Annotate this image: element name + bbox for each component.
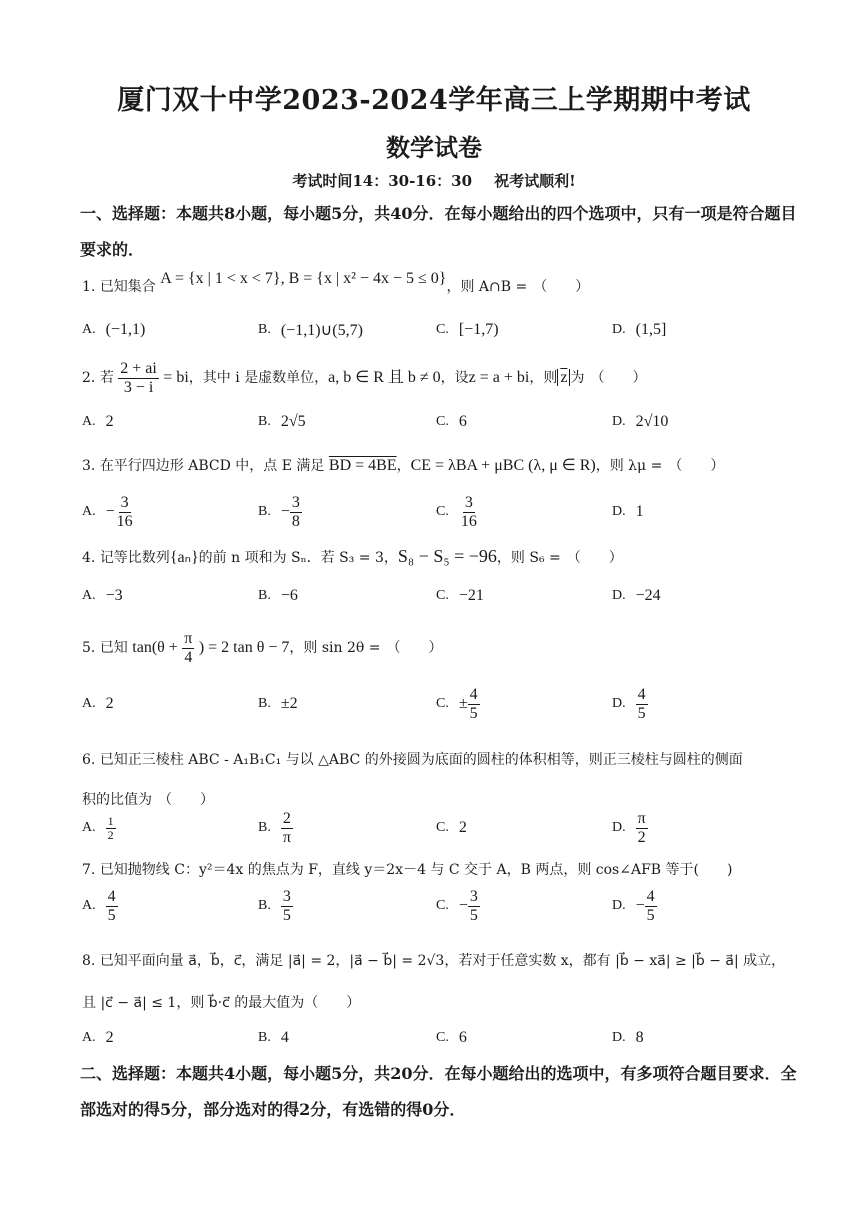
questions-2-text2: ，则 λμ = bbox=[595, 458, 663, 474]
option-b bbox=[258, 886, 293, 926]
questions-5-options-1-den: π bbox=[282, 828, 291, 846]
questions-0-options-0-value: (−1,1) bbox=[105, 321, 146, 338]
fraction bbox=[281, 810, 293, 847]
questions-3-options-3-value: −24 bbox=[635, 587, 661, 604]
questions-3-number: 4. bbox=[82, 550, 96, 566]
questions-3-options-2-value: −21 bbox=[458, 587, 484, 604]
fraction bbox=[115, 494, 135, 531]
questions-4-frac_num: π bbox=[184, 629, 193, 647]
questions-0-options-2-value: [−1,7) bbox=[458, 321, 499, 338]
questions-7-options-0-value: 2 bbox=[105, 1029, 114, 1046]
question-2 bbox=[82, 358, 802, 398]
questions-2-options-1-sign: − bbox=[280, 503, 290, 520]
questions-1-text1: ，其中 i 是虚数单位， bbox=[188, 370, 329, 386]
option-b bbox=[258, 684, 298, 724]
option-c bbox=[436, 684, 480, 724]
questions-1-math4: $\overline{z}$ bbox=[557, 369, 570, 386]
questions-6-options-1-den: 5 bbox=[282, 906, 291, 924]
questions-2-prefix: 在平行四边形 ABCD 中，点 E 满足 bbox=[99, 458, 325, 474]
fraction bbox=[106, 815, 116, 842]
questions-5-options-1-num: 2 bbox=[282, 809, 291, 827]
questions-7-options-3-value: 8 bbox=[635, 1029, 644, 1046]
section-1-instructions: 一、选择题：本题共8小题，每小题5分，共40分．在每小题给出的四个选项中，只有一项是符合题目要求的． bbox=[80, 204, 797, 259]
questions-3-text1: 的前 n 项和为 Sₙ．若 S₃ = 3， bbox=[198, 550, 398, 566]
option-d bbox=[612, 1018, 644, 1058]
questions-0-prefix: 已知集合 bbox=[99, 279, 156, 295]
option-a bbox=[82, 492, 135, 532]
questions-1-options-0-label: A. bbox=[82, 414, 96, 429]
option-b bbox=[258, 576, 298, 616]
questions-1-options-0-value: 2 bbox=[105, 413, 114, 430]
questions-3-prefix: 记等比数列 bbox=[99, 550, 170, 566]
questions-5-options-3-num: π bbox=[637, 809, 646, 827]
option-a bbox=[82, 402, 114, 442]
questions-2-options-3-value: 1 bbox=[635, 503, 644, 520]
questions-2-math: BD = 4BE bbox=[328, 457, 397, 474]
questions-2-options-0-den: 16 bbox=[116, 512, 133, 530]
questions-3-options-0-label: A. bbox=[82, 588, 96, 603]
questions-4-options-1-label: B. bbox=[258, 696, 271, 711]
questions-1-text3: ，则 bbox=[529, 370, 558, 386]
fraction bbox=[182, 630, 194, 667]
questions-0-suffix: ，则 A∩B = bbox=[446, 279, 528, 295]
question-1 bbox=[82, 270, 802, 297]
fraction bbox=[281, 888, 293, 925]
option-d bbox=[612, 576, 661, 616]
questions-4-prefix: 已知 bbox=[99, 640, 128, 656]
questions-2-options-1-label: B. bbox=[258, 504, 271, 519]
questions-6-options-1-label: B. bbox=[258, 898, 271, 913]
questions-1-options-2-value: 6 bbox=[458, 413, 467, 430]
questions-5-options-0-den: 2 bbox=[107, 827, 114, 842]
q1-math: A = {x | 1 < x < 7}, B = {x | x² − 4x − 5 ≤ 0} bbox=[160, 270, 447, 287]
questions-6-options-0-den: 5 bbox=[107, 906, 116, 924]
questions-1-frac_den: 3 − i bbox=[123, 378, 154, 396]
questions-6-options-1-num: 3 bbox=[282, 887, 291, 905]
question-4-options bbox=[82, 576, 802, 616]
fraction bbox=[468, 686, 480, 723]
questions-1-math3: z = a + bi bbox=[468, 369, 530, 386]
question-7 bbox=[82, 860, 802, 880]
questions-4-options-2-num: 4 bbox=[469, 685, 478, 703]
option-c bbox=[436, 492, 479, 532]
questions-4-options-0-value: 2 bbox=[105, 695, 114, 712]
question-3-options bbox=[82, 492, 802, 532]
option-b bbox=[258, 402, 306, 442]
questions-7-options-2-value: 6 bbox=[458, 1029, 467, 1046]
questions-7-options-2-label: C. bbox=[436, 1030, 449, 1045]
questions-5-options-2-value: 2 bbox=[458, 819, 467, 836]
questions-5-options-0-num: 1 bbox=[107, 813, 114, 828]
option-d bbox=[612, 492, 644, 532]
questions-7-options-3-label: D. bbox=[612, 1030, 626, 1045]
questions-1-text2: ，设 bbox=[440, 370, 469, 386]
questions-4-options-0-label: A. bbox=[82, 696, 96, 711]
questions-0-options-3-value: (1,5] bbox=[635, 321, 667, 338]
option-a bbox=[82, 310, 145, 350]
questions-3-text2: ，则 S₆ = bbox=[496, 550, 561, 566]
question-7-options bbox=[82, 886, 802, 926]
questions-7-options-0-label: A. bbox=[82, 1030, 96, 1045]
option-c bbox=[436, 808, 467, 848]
exam-wish: 祝考试顺利! bbox=[494, 172, 576, 190]
questions-6-options-0-num: 4 bbox=[107, 887, 116, 905]
questions-4-options-3-label: D. bbox=[612, 696, 626, 711]
questions-4-options-2-label: C. bbox=[436, 696, 449, 711]
questions-4-options-2-den: 5 bbox=[469, 704, 478, 722]
questions-2-blank: （ ） bbox=[668, 458, 725, 474]
q2-fraction bbox=[118, 360, 159, 397]
questions-0-options-0-label: A. bbox=[82, 322, 96, 337]
questions-1-math2: a, b ∈ R 且 b ≠ 0 bbox=[328, 369, 441, 386]
questions-5-options-1-label: B. bbox=[258, 820, 271, 835]
questions-3-options-1-label: B. bbox=[258, 588, 271, 603]
questions-3-options-0-value: −3 bbox=[105, 587, 123, 604]
questions-0-options-1-label: B. bbox=[258, 322, 271, 337]
questions-0-options-1-value: (−1,1)∪(5,7) bbox=[280, 322, 363, 339]
option-a bbox=[82, 576, 123, 616]
questions-4-math_pre: tan(θ + bbox=[132, 639, 178, 656]
option-d bbox=[612, 684, 648, 724]
questions-3-options-3-label: D. bbox=[612, 588, 626, 603]
questions-3-blank: （ ） bbox=[566, 550, 623, 566]
questions-6-options-0-label: A. bbox=[82, 898, 96, 913]
question-6-options bbox=[82, 808, 802, 848]
option-b bbox=[258, 492, 302, 532]
questions-7-line2: 且 |c⃗ − a⃗| ≤ 1，则 b⃗·c⃗ 的最大值为（ ） bbox=[82, 995, 361, 1011]
questions-5-line2: 积的比值为 bbox=[82, 792, 152, 808]
questions-6-number: 7. bbox=[82, 862, 96, 878]
questions-4-options-3-num: 4 bbox=[637, 685, 646, 703]
questions-5-line1: 已知正三棱柱 ABC - A₁B₁C₁ 与以 △ABC 的外接圆为底面的圆柱的体积相等，则正三棱柱与圆柱的侧面 bbox=[99, 752, 743, 768]
questions-6-options-3-label: D. bbox=[612, 898, 626, 913]
questions-0-number: 1. bbox=[82, 279, 96, 295]
questions-3-options-1-value: −6 bbox=[280, 587, 298, 604]
questions-6-options-3-num: 4 bbox=[646, 887, 655, 905]
questions-2-options-2-label: C. bbox=[436, 504, 449, 519]
questions-4-number: 5. bbox=[82, 640, 96, 656]
questions-4-text1: ，则 sin 2θ = bbox=[289, 640, 381, 656]
questions-7-number: 8. bbox=[82, 953, 96, 969]
option-a bbox=[82, 684, 114, 724]
question-5 bbox=[82, 628, 802, 668]
questions-5-options-2-label: C. bbox=[436, 820, 449, 835]
questions-2-number: 3. bbox=[82, 458, 96, 474]
questions-1-frac_num: 2 + ai bbox=[120, 359, 157, 377]
option-b bbox=[258, 1018, 289, 1058]
fraction bbox=[106, 888, 118, 925]
fraction bbox=[636, 686, 648, 723]
questions-1-options-3-value: 2√10 bbox=[635, 413, 669, 430]
questions-6-options-2-num: 3 bbox=[469, 887, 478, 905]
questions-2-options-2-num: 3 bbox=[464, 493, 473, 511]
questions-2-options-0-label: A. bbox=[82, 504, 96, 519]
questions-6-options-3-den: 5 bbox=[646, 906, 655, 924]
exam-time-line bbox=[0, 170, 868, 191]
questions-1-blank: （ ） bbox=[590, 370, 647, 386]
questions-2-options-1-den: 8 bbox=[291, 512, 300, 530]
option-a bbox=[82, 808, 116, 848]
questions-6-options-2-sign: − bbox=[458, 897, 468, 914]
questions-4-options-3-den: 5 bbox=[637, 704, 646, 722]
questions-4-blank: （ ） bbox=[386, 640, 443, 656]
questions-2-options-2-den: 16 bbox=[460, 512, 477, 530]
questions-7-options-1-label: B. bbox=[258, 1030, 271, 1045]
questions-0-blank: （ ） bbox=[533, 279, 590, 295]
questions-6-options-2-den: 5 bbox=[469, 906, 478, 924]
questions-1-math: = bi bbox=[163, 369, 189, 386]
questions-7-options-1-value: 4 bbox=[280, 1029, 289, 1046]
questions-6-options-3-sign: − bbox=[635, 897, 645, 914]
exam-time: 考试时间14：30-16：30 bbox=[292, 172, 473, 190]
questions-0-options-3-label: D. bbox=[612, 322, 626, 337]
questions-1-options-1-value: 2√5 bbox=[280, 413, 306, 430]
option-b bbox=[258, 808, 293, 848]
exam-subtitle: 数学试卷 bbox=[386, 133, 482, 162]
question-5-options bbox=[82, 684, 802, 724]
fraction bbox=[290, 494, 302, 531]
questions-2-options-0-sign: − bbox=[105, 503, 115, 520]
questions-2-options-3-label: D. bbox=[612, 504, 626, 519]
questions-5-options-0-label: A. bbox=[82, 820, 96, 835]
option-a bbox=[82, 1018, 114, 1058]
questions-7-line1: 已知平面向量 a⃗，b⃗，c⃗，满足 |a⃗| = 2，|a⃗ − b⃗| = 2√3，若对于任意实数 x，都有 |b⃗ − xa⃗| ≥ |b⃗ − a⃗| 成立， bbox=[99, 953, 786, 969]
questions-5-options-3-label: D. bbox=[612, 820, 626, 835]
questions-1-options-2-label: C. bbox=[436, 414, 449, 429]
option-c bbox=[436, 576, 484, 616]
question-4 bbox=[82, 546, 802, 568]
questions-2-math2: CE = λBA + μBC (λ, μ ∈ R) bbox=[410, 457, 596, 474]
questions-1-text4: 为 bbox=[570, 370, 585, 386]
questions-3-math2: S₈ − S₅ = −96 bbox=[397, 546, 497, 566]
question-1-options bbox=[82, 310, 802, 350]
questions-4-frac_den: 4 bbox=[184, 648, 193, 666]
fraction bbox=[636, 810, 648, 847]
questions-4-options-2-sign: ± bbox=[458, 695, 468, 712]
questions-1-options-1-label: B. bbox=[258, 414, 271, 429]
questions-3-math: {aₙ} bbox=[169, 549, 199, 566]
questions-4-options-1-value: ±2 bbox=[280, 695, 298, 712]
questions-2-text1: ， bbox=[396, 458, 411, 474]
option-c bbox=[436, 886, 480, 926]
section-2-instructions: 二、选择题：本题共4小题，每小题5分，共20分．在每小题给出的选项中，有多项符合题目要求．全部选对的得5分，部分选对的得2分，有选错的得0分． bbox=[80, 1064, 797, 1119]
questions-2-options-0-num: 3 bbox=[120, 493, 129, 511]
option-a bbox=[82, 886, 118, 926]
question-8-options bbox=[82, 1018, 802, 1058]
questions-5-number: 6. bbox=[82, 752, 96, 768]
questions-6-options-2-label: C. bbox=[436, 898, 449, 913]
fraction bbox=[645, 888, 657, 925]
question-3 bbox=[82, 456, 802, 476]
fraction bbox=[468, 888, 480, 925]
question-8 bbox=[82, 940, 802, 1024]
questions-5-blank: （ ） bbox=[158, 792, 214, 808]
questions-6-text: 已知抛物线 C：y²＝4x 的焦点为 F，直线 y＝2x－4 与 C 交于 A，B 两点，则 cos∠AFB 等于( ) bbox=[99, 862, 733, 878]
questions-1-options-3-label: D. bbox=[612, 414, 626, 429]
option-d bbox=[612, 886, 657, 926]
fraction bbox=[459, 494, 479, 531]
option-c bbox=[436, 310, 499, 350]
option-d bbox=[612, 310, 666, 350]
option-d bbox=[612, 402, 668, 442]
questions-4-math_post: ) = 2 tan θ − 7 bbox=[198, 639, 290, 656]
question-2-options bbox=[82, 402, 802, 442]
exam-title: 厦门双十中学2023-2024学年高三上学期期中考试 bbox=[117, 85, 751, 116]
option-c bbox=[436, 402, 467, 442]
option-c bbox=[436, 1018, 467, 1058]
option-b bbox=[258, 310, 363, 350]
option-d bbox=[612, 808, 648, 848]
questions-0-options-2-label: C. bbox=[436, 322, 449, 337]
questions-1-number: 2. bbox=[82, 370, 96, 386]
questions-5-options-3-den: 2 bbox=[637, 828, 646, 846]
questions-2-options-1-num: 3 bbox=[291, 493, 300, 511]
questions-3-options-2-label: C. bbox=[436, 588, 449, 603]
questions-1-prefix: 若 bbox=[99, 370, 114, 386]
